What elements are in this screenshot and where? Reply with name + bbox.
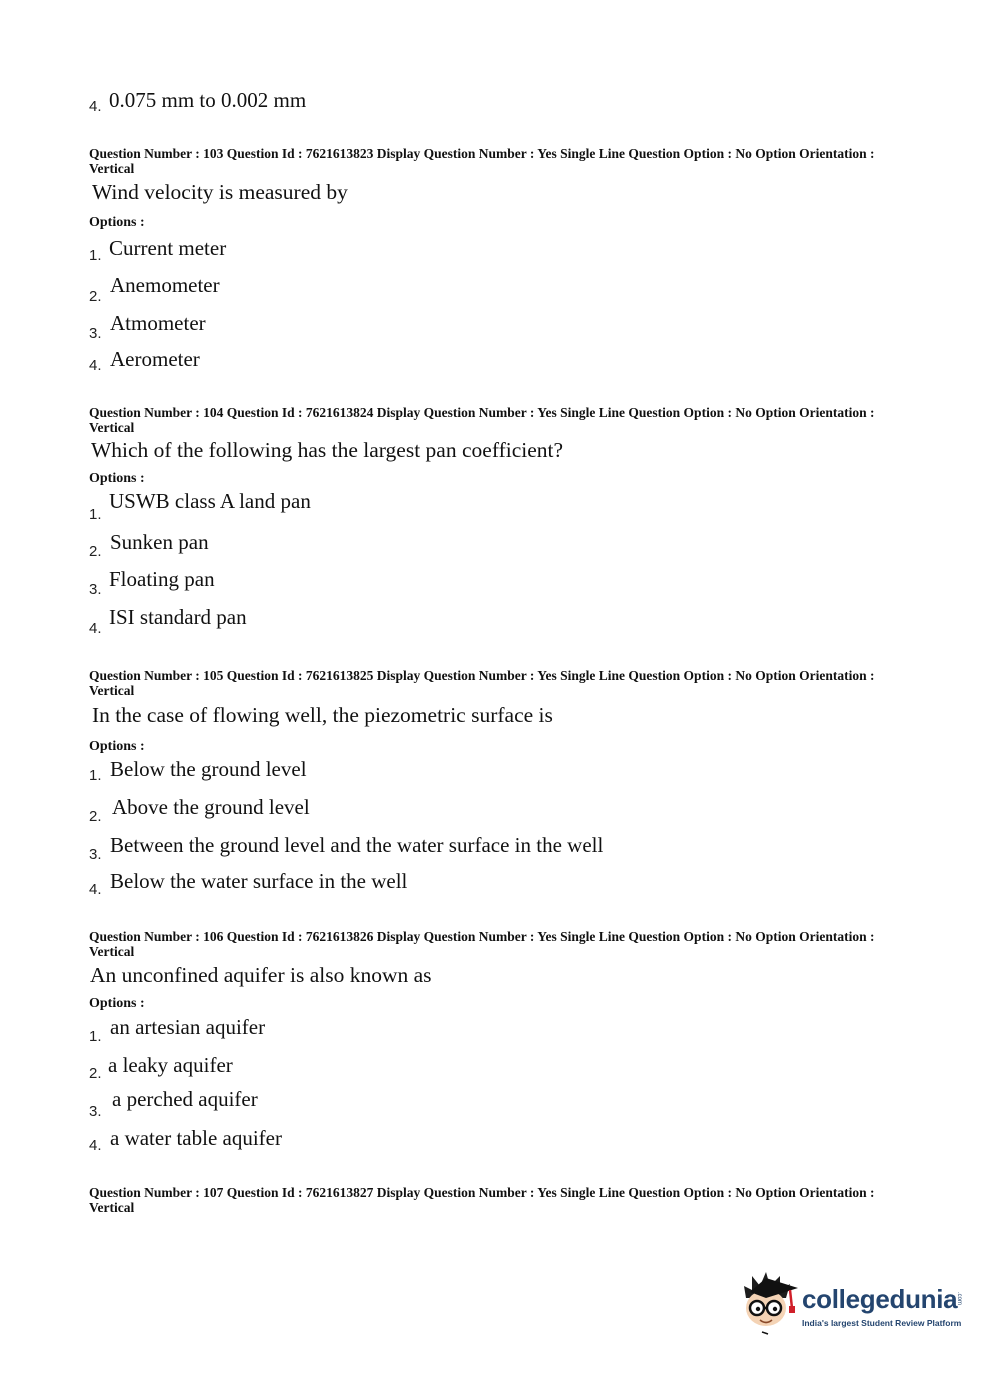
option-text: a water table aquifer: [110, 1126, 282, 1150]
option-number: 3.: [89, 325, 102, 342]
option-text: Anemometer: [110, 273, 220, 297]
option-text: Atmometer: [110, 311, 206, 335]
option-text: an artesian aquifer: [110, 1015, 266, 1039]
option-number: 2.: [89, 543, 102, 560]
options-label: Options :: [89, 996, 145, 1011]
option-text: Sunken pan: [110, 530, 209, 554]
option-text: Current meter: [109, 236, 227, 260]
option-text: Below the water surface in the well: [110, 869, 408, 893]
option-text: Below the ground level: [110, 757, 307, 781]
logo-wordmark: collegedunia: [802, 1284, 958, 1314]
option-text: ISI standard pan: [109, 605, 247, 629]
option-number: 3.: [89, 1103, 102, 1120]
mascot-icon: [740, 1268, 802, 1340]
option-text: USWB class A land pan: [109, 489, 311, 513]
option-text: Aerometer: [110, 347, 200, 371]
options-label: Options :: [89, 471, 145, 486]
question-meta: Question Number : 105 Question Id : 7621613825 Display Question Number : Yes Single Line Question Option : No Option Orientation : Vertical: [89, 668, 875, 698]
option-number: 2.: [89, 808, 102, 825]
option-number: 4.: [89, 881, 102, 898]
option-number: 1.: [89, 767, 102, 784]
option-number: 2.: [89, 1065, 102, 1082]
question-meta: Question Number : 103 Question Id : 7621613823 Display Question Number : Yes Single Line Question Option : No Option Orientation : Vertical: [89, 146, 875, 176]
question-text: Wind velocity is measured by: [92, 180, 348, 204]
question-meta: Question Number : 104 Question Id : 7621613824 Display Question Number : Yes Single Line Question Option : No Option Orientation : Vertical: [89, 405, 875, 435]
options-label: Options :: [89, 215, 145, 230]
question-meta: Question Number : 107 Question Id : 7621613827 Display Question Number : Yes Single Line Question Option : No Option Orientation : Vertical: [89, 1185, 875, 1215]
option-text: Floating pan: [109, 567, 215, 591]
option-number: 4.: [89, 357, 102, 374]
option-number: 3.: [89, 846, 102, 863]
question-meta: Question Number : 106 Question Id : 7621613826 Display Question Number : Yes Single Line Question Option : No Option Orientation : Vertical: [89, 929, 875, 959]
option-text: 0.075 mm to 0.002 mm: [109, 88, 307, 112]
question-text: Which of the following has the largest pan coefficient?: [91, 438, 564, 462]
option-number: 1.: [89, 1028, 102, 1045]
option-number: 1.: [89, 506, 102, 523]
option-number: 4.: [89, 1137, 102, 1154]
logo-suffix: .com: [956, 1292, 962, 1306]
options-label: Options :: [89, 739, 145, 754]
option-text: Between the ground level and the water surface in the well: [110, 833, 604, 857]
option-number: 3.: [89, 581, 102, 598]
option-number: 4.: [89, 620, 102, 637]
option-number: 2.: [89, 288, 102, 305]
option-number: 4.: [89, 98, 102, 115]
logo-tagline: India's largest Student Review Platform: [802, 1318, 962, 1328]
question-text: An unconfined aquifer is also known as: [90, 963, 432, 987]
option-text: Above the ground level: [112, 795, 310, 819]
option-text: a perched aquifer: [112, 1087, 258, 1111]
option-text: a leaky aquifer: [108, 1053, 233, 1077]
collegedunia-logo: [740, 1268, 980, 1340]
question-text: In the case of flowing well, the piezometric surface is: [92, 703, 553, 727]
option-number: 1.: [89, 247, 102, 264]
